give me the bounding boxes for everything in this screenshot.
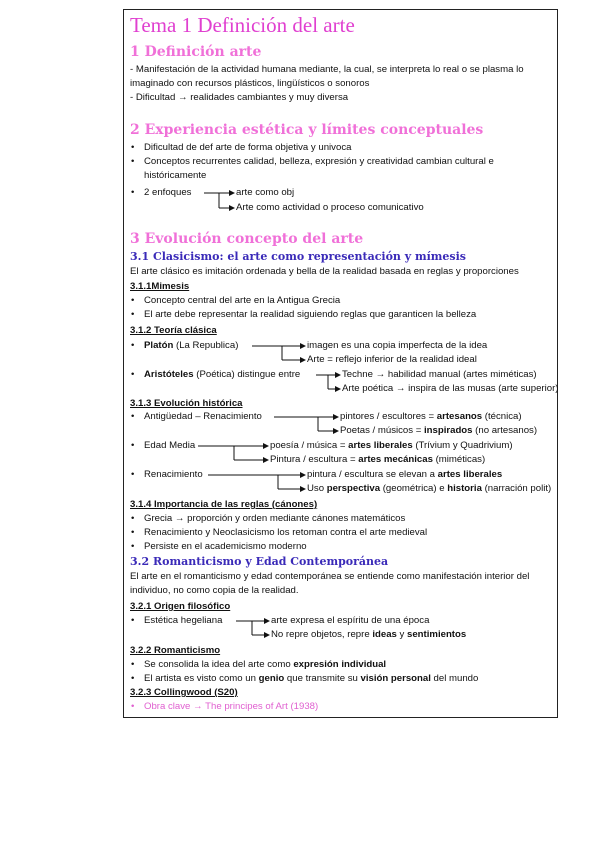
list-item: • Grecia → proporción y orden mediante cánones matemáticos <box>130 513 405 525</box>
list-item: • Concepto central del arte en la Antigua Grecia <box>130 295 340 307</box>
text-span: Se consolida la idea del arte como <box>144 659 294 670</box>
text-line: El arte clásico es imitación ordenada y bella de la realidad basada en reglas y proporciones <box>130 266 519 277</box>
text-span: El artista es visto como un <box>144 673 259 684</box>
text-line: - Dificultad → realidades cambiantes y muy diversa <box>130 92 349 103</box>
text-span: (La Republica) <box>173 340 239 351</box>
list-item: • Conceptos recurrentes calidad, belleza, expresión y creatividad cambian cultural e <box>130 156 494 168</box>
bracket-arrow <box>316 375 328 389</box>
bold-term: Aristóteles <box>144 369 194 380</box>
text-span: Uso <box>307 483 327 494</box>
minor-heading: 3.2.3 Collingwood (S20) <box>130 687 238 698</box>
branch-text: arte expresa el espíritu de una época <box>271 615 430 626</box>
bold-term: artes mecánicas <box>358 454 433 465</box>
bold-term: expresión individual <box>293 659 387 670</box>
branch-text: Arte como actividad o proceso comunicativo <box>236 202 424 213</box>
text-line: imaginado con recursos plásticos, lingüísticos o sonoros <box>130 78 370 89</box>
text-span: Poetas / músicos = <box>340 425 424 436</box>
section-1-heading: 1 Definición arte <box>130 44 262 60</box>
bracket-arrow <box>208 475 278 489</box>
minor-heading: 3.1.1Mimesis <box>130 281 190 292</box>
note-page <box>123 9 558 718</box>
text-line: El arte en el romanticismo y edad contemporánea se entiende como manifestación interior del <box>130 571 530 582</box>
branch-text: Arte = reflejo inferior de la realidad ideal <box>307 354 477 365</box>
text-span: (Poética) distingue entre <box>193 369 301 380</box>
bracket-arrow <box>274 417 318 431</box>
text-span: y <box>396 629 408 640</box>
bold-term: artesanos <box>436 411 483 422</box>
arrow-connectors <box>124 10 559 719</box>
subsection-heading: 3.2 Romanticismo y Edad Contemporánea <box>130 555 389 568</box>
text-span: que transmite su <box>284 673 361 684</box>
minor-heading: 3.1.3 Evolución histórica <box>130 398 243 409</box>
text-line: - Manifestación de la actividad humana mediante, la cual, se interpreta lo real o se plasma lo <box>130 64 524 75</box>
bracket-arrow <box>198 446 234 460</box>
page-title: Tema 1 Definición del arte <box>130 13 355 37</box>
text-span: (miméticas) <box>432 454 486 465</box>
text-span: pintores / escultores = <box>340 411 437 422</box>
branch-text: Techne → habilidad manual (artes miméticas) <box>342 369 537 380</box>
list-item: • Renacimiento y Neoclasicismo los retoman contra el arte medieval <box>130 527 427 539</box>
branch-text: arte como obj <box>236 187 295 198</box>
section-2-heading: 2 Experiencia estética y límites conceptuales <box>130 122 484 138</box>
bold-term: inspirados <box>423 425 473 436</box>
bold-term: Platón <box>144 340 174 351</box>
text-span: Pintura / escultura = <box>270 454 359 465</box>
bold-term: genio <box>258 673 285 684</box>
bold-term: sentimientos <box>407 629 467 640</box>
bracket-arrow <box>236 621 252 635</box>
text-span: (no artesanos) <box>472 425 538 436</box>
bold-term: artes liberales <box>348 440 413 451</box>
minor-heading: 3.1.2 Teoría clásica <box>130 325 217 336</box>
branch-text: imagen es una copia imperfecta de la idea <box>307 340 488 351</box>
list-item: • Antigüedad – Renacimiento <box>130 411 262 423</box>
list-item: • Obra clave → The principes of Art (1938) <box>130 701 318 713</box>
bold-term: perspectiva <box>326 483 381 494</box>
text-span: No repre objetos, repre <box>271 629 373 640</box>
minor-heading: 3.2.2 Romanticismo <box>130 645 221 656</box>
minor-heading: 3.1.4 Importancia de las reglas (cánones) <box>130 499 318 510</box>
text-span: pintura / escultura se elevan a <box>307 469 438 480</box>
minor-heading: 3.2.1 Origen filosófico <box>130 601 231 612</box>
section-3-heading: 3 Evolución concepto del arte <box>130 231 364 247</box>
bracket-arrow <box>252 346 282 360</box>
list-item: • Persiste en el academicismo moderno <box>130 541 307 553</box>
list-item: • Renacimiento <box>130 469 203 481</box>
text-line: individuo, no como copia de la realidad. <box>130 585 299 596</box>
text-span: (Trívium y Quadrivium) <box>412 440 513 451</box>
text-span: poesía / música = <box>270 440 349 451</box>
bold-term: visión personal <box>360 673 431 684</box>
list-item: • Estética hegeliana <box>130 615 222 627</box>
list-item: • Dificultad de def arte de forma objetiva y univoca <box>130 142 351 154</box>
text-span: (narración polit) <box>481 483 552 494</box>
text-span: (geométrica) e <box>380 483 448 494</box>
list-item: • 2 enfoques <box>130 187 191 199</box>
branch-text: Arte poética → inspira de las musas (arte superior) <box>342 383 559 394</box>
text-span: (técnica) <box>482 411 522 422</box>
bracket-arrow <box>204 193 219 208</box>
bold-term: artes liberales <box>437 469 503 480</box>
bold-term: historia <box>447 483 482 494</box>
subsection-heading: 3.1 Clasicismo: el arte como representación y mímesis <box>130 250 466 263</box>
text-span: del mundo <box>430 673 479 684</box>
list-item: • Edad Media <box>130 440 195 452</box>
bold-term: ideas <box>372 629 397 640</box>
list-item: • El arte debe representar la realidad siguiendo reglas que garanticen la belleza <box>130 309 476 321</box>
text-line: históricamente <box>144 170 207 181</box>
